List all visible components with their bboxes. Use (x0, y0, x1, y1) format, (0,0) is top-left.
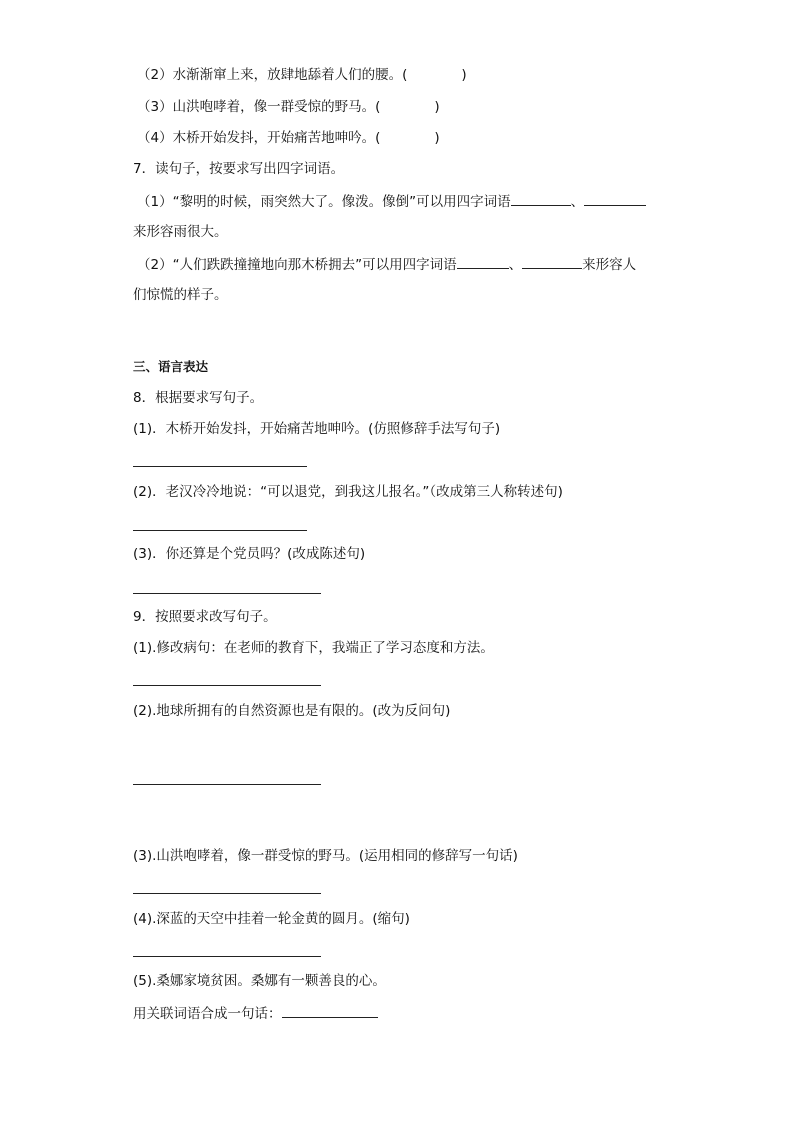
answer-line[interactable] (133, 956, 321, 957)
q8-sub-2: (2)．老汉冷冷地说：“可以退党，到我这儿报名。”（改成第三人称转述句) (133, 484, 563, 500)
q7-part-2-line-2: 们惊慌的样子。 (133, 287, 228, 303)
answer-blank[interactable] (511, 192, 571, 206)
answer-line[interactable] (133, 593, 321, 594)
answer-blank[interactable] (584, 192, 646, 206)
q9-sub-3: (3).山洪咆哮着，像一群受惊的野马。(运用相同的修辞写一句话) (133, 848, 518, 864)
q8-sub-1: (1)．木桥开始发抖，开始痛苦地呻吟。(仿照修辞手法写句子) (133, 421, 501, 437)
q6-item-3-text: （3）山洪咆哮着，像一群受惊的野马。( (137, 99, 381, 115)
q7-part-1-line-2: 来形容雨很大。 (133, 224, 228, 240)
q9-sub-2: (2).地球所拥有的自然资源也是有限的。(改为反问句) (133, 703, 451, 719)
q9-sub-4: (4).深蓝的天空中挂着一轮金黄的圆月。(缩句) (133, 911, 410, 927)
q9-sub-5-prompt: 用关联词语合成一句话： (133, 1004, 378, 1023)
q6-item-2: （2）水渐渐窜上来，放肆地舔着人们的腰。( ) (137, 67, 467, 83)
q7-prompt: 7．读句子，按要求写出四字词语。 (133, 161, 345, 177)
answer-blank[interactable] (457, 255, 509, 269)
answer-line[interactable] (133, 685, 321, 686)
q8-sub-3: (3)．你还算是个党员吗？(改成陈述句) (133, 546, 366, 562)
q9-prompt: 9．按照要求改写句子。 (133, 609, 277, 625)
q7-part-2-line-1: （2）“人们跌跌撞撞地向那木桥拥去”可以用四字词语 、 来形容人 (137, 257, 637, 273)
q6-item-2-text: （2）水渐渐窜上来，放肆地舔着人们的腰。( (137, 67, 408, 83)
q6-item-4: （4）木桥开始发抖，开始痛苦地呻吟。( ) (137, 130, 440, 146)
answer-blank[interactable] (522, 255, 582, 269)
q9-sub-5: (5).桑娜家境贫困。桑娜有一颗善良的心。 (133, 973, 386, 989)
q6-item-4-text: （4）木桥开始发抖，开始痛苦地呻吟。( (137, 130, 381, 146)
answer-line[interactable] (133, 784, 321, 785)
q6-item-3: （3）山洪咆哮着，像一群受惊的野马。( ) (137, 99, 440, 115)
q8-prompt: 8．根据要求写句子。 (133, 390, 264, 406)
answer-line[interactable] (133, 530, 307, 531)
q9-sub-1: (1).修改病句：在老师的教育下，我端正了学习态度和方法。 (133, 640, 494, 656)
answer-line[interactable] (133, 893, 321, 894)
answer-blank[interactable] (282, 1004, 378, 1018)
answer-line[interactable] (133, 466, 307, 467)
section-title: 三、语言表达 (133, 359, 209, 374)
q7-part-1-line-1: （1）“黎明的时候，雨突然大了。像泼。像倒”可以用四字词语 、 (137, 192, 646, 211)
